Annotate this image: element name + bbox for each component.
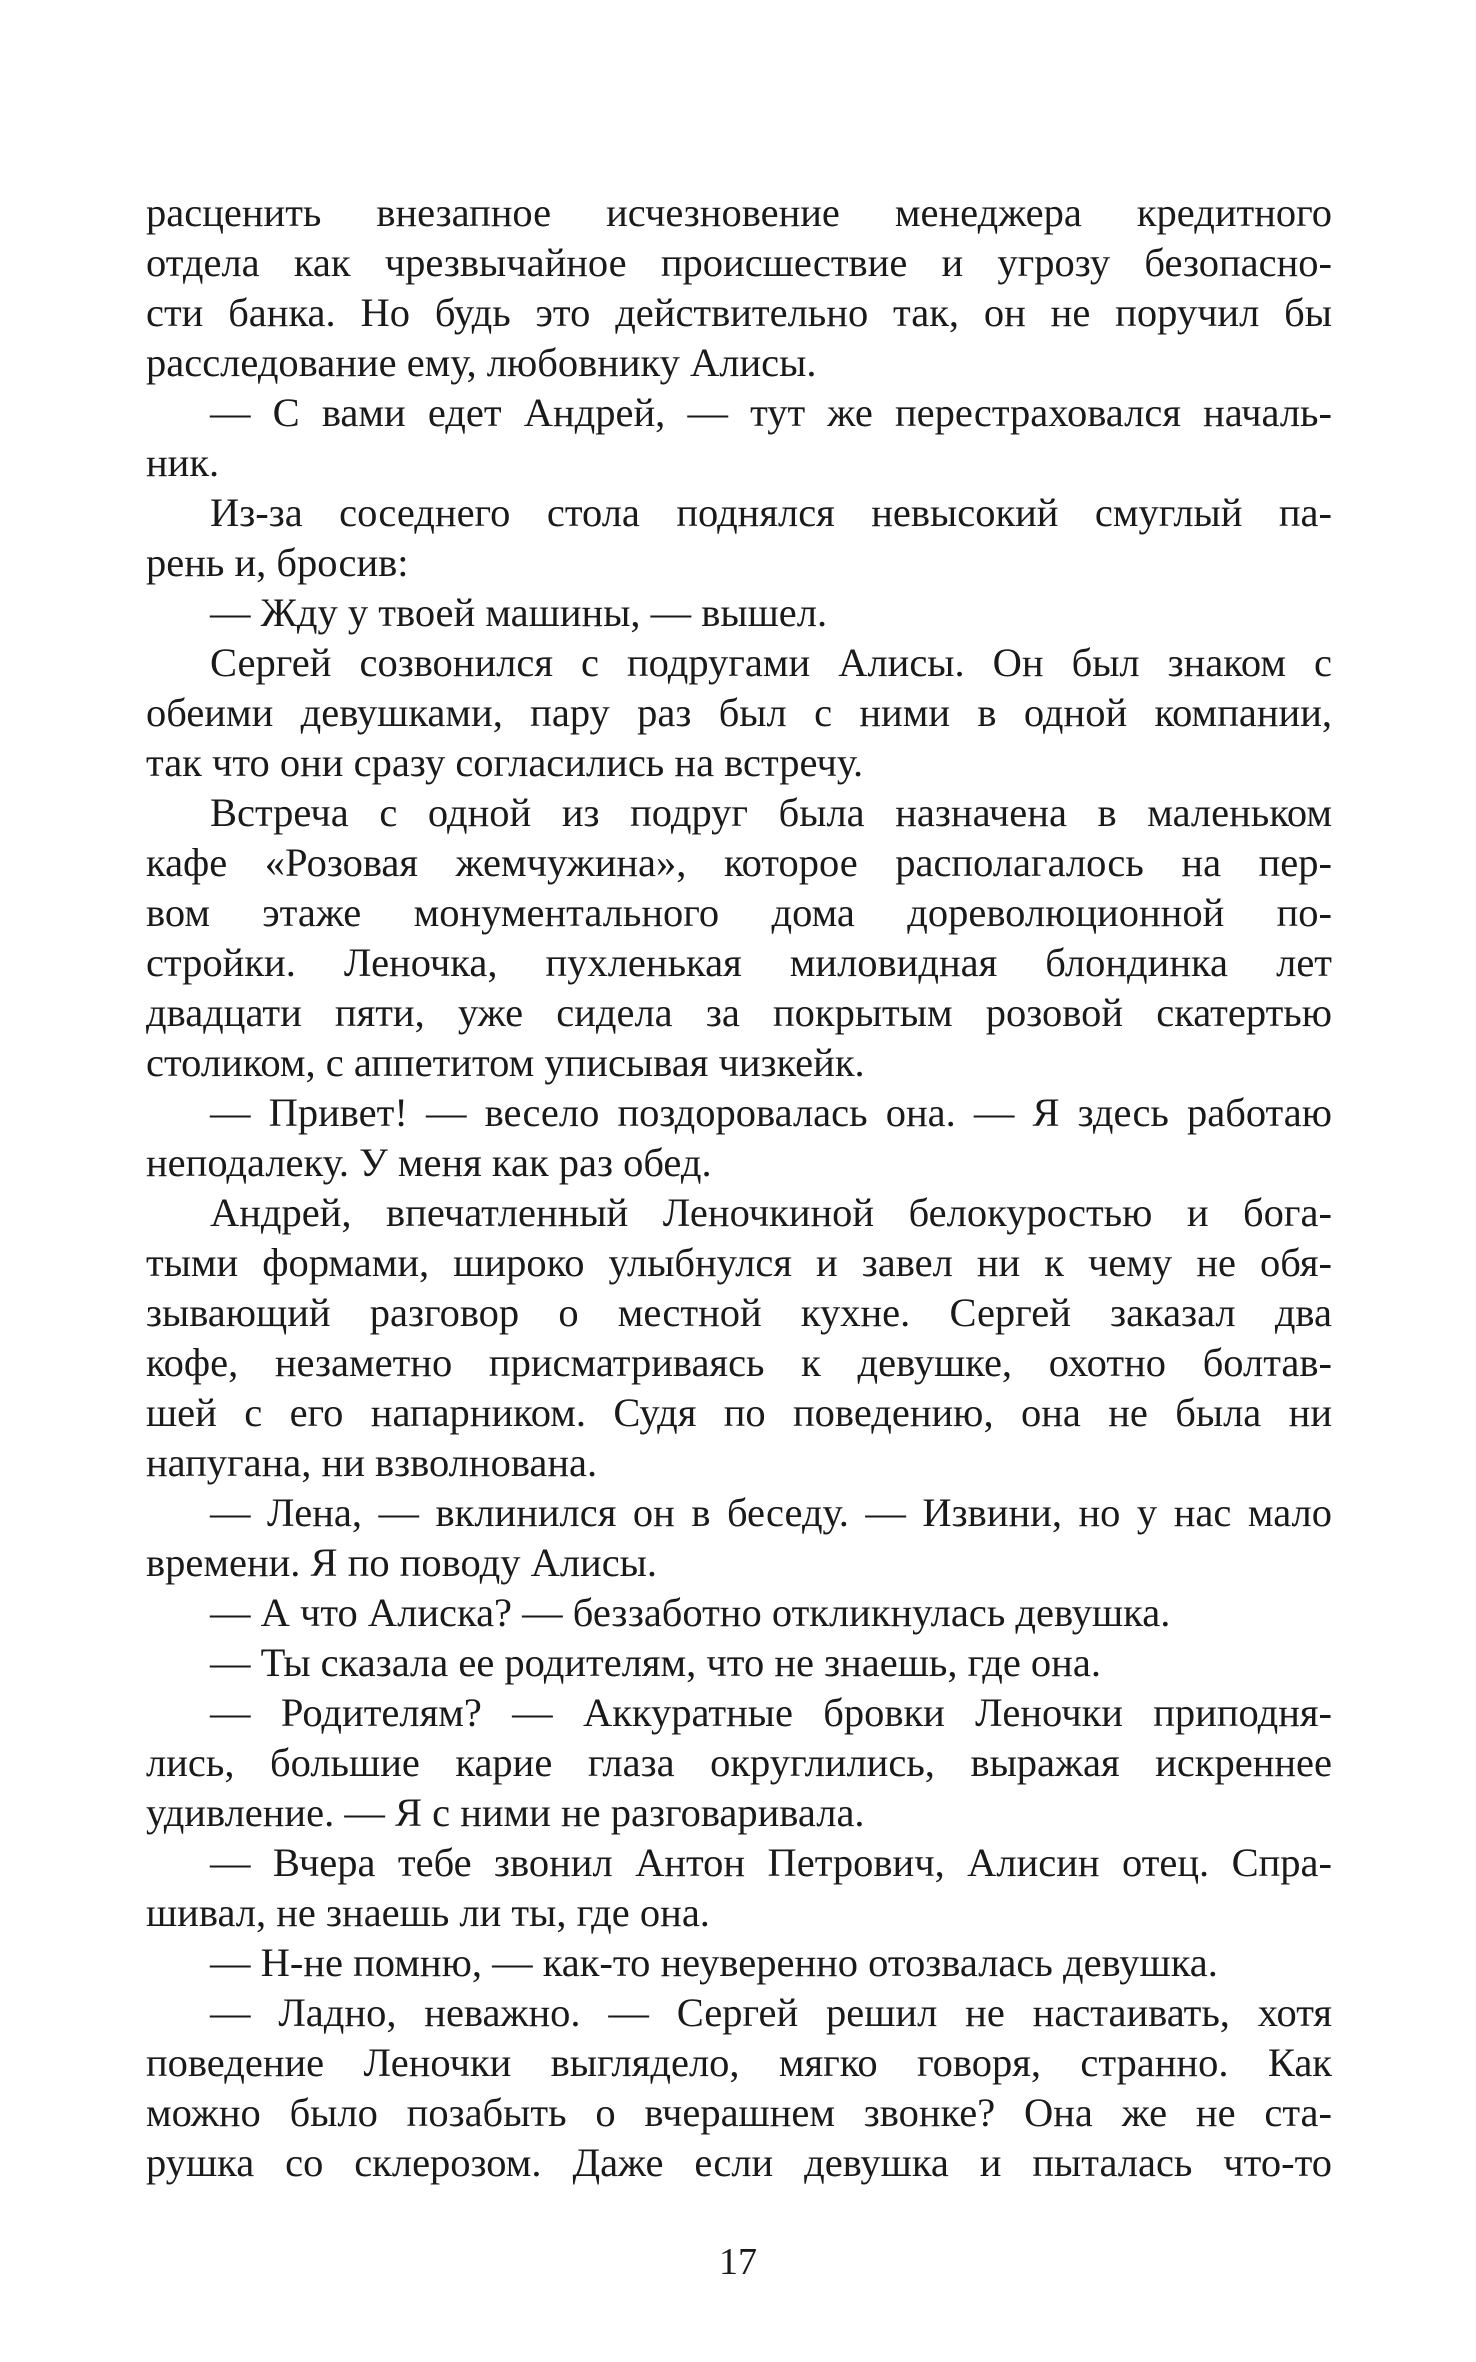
text-line: — Ладно, неважно. — Сергей решил не настаивать, хотя <box>210 1990 1332 2035</box>
text-line: Встреча с одной из подруг была назначена в маленьком <box>210 790 1332 835</box>
text-line: так что они сразу согласились на встречу. <box>146 740 864 785</box>
text-line: ник. <box>146 440 220 485</box>
text-line: — А что Алиска? — беззаботно откликнулась девушка. <box>210 1590 1171 1635</box>
text-line: времени. Я по поводу Алисы. <box>146 1540 658 1585</box>
text-line: Андрей, впечатленный Леночкиной белокуростью и бога- <box>210 1190 1332 1235</box>
text-line: столиком, с аппетитом уписывая чизкейк. <box>146 1040 865 1085</box>
text-line: отдела как чрезвычайное происшествие и угрозу безопасно- <box>146 240 1332 285</box>
text-line: — Вчера тебе звонил Антон Петрович, Алисин отец. Спра- <box>210 1840 1332 1885</box>
text-line: шей с его напарником. Судя по поведению, она не была ни <box>146 1390 1332 1435</box>
text-line: шивал, не знаешь ли ты, где она. <box>146 1890 710 1935</box>
text-line: — Н-не помню, — как-то неуверенно отозвалась девушка. <box>210 1940 1218 1985</box>
text-line: — Родителям? — Аккуратные бровки Леночки приподня- <box>210 1690 1332 1735</box>
text-line: Сергей созвонился с подругами Алисы. Он был знаком с <box>210 640 1332 685</box>
text-line: — С вами едет Андрей, — тут же перестраховался началь- <box>210 390 1332 435</box>
text-line: — Жду у твоей машины, — вышел. <box>210 590 828 635</box>
text-line: можно было позабыть о вчерашнем звонке? Она же не ста- <box>146 2090 1332 2135</box>
text-line: сти банка. Но будь это действительно так, он не поручил бы <box>146 290 1332 335</box>
text-line: рень и, бросив: <box>146 540 409 585</box>
text-line: кофе, незаметно присматриваясь к девушке, охотно болтав- <box>146 1340 1332 1385</box>
text-line: зывающий разговор о местной кухне. Сергей заказал два <box>146 1290 1332 1335</box>
text-line: лись, большие карие глаза округлились, выражая искреннее <box>146 1740 1332 1785</box>
text-line: обеими девушками, пару раз был с ними в одной компании, <box>146 690 1332 735</box>
text-line: тыми формами, широко улыбнулся и завел ни к чему не обя- <box>146 1240 1332 1285</box>
text-line: вом этаже монументального дома дореволюционной по- <box>146 890 1332 935</box>
text-line: Из-за соседнего стола поднялся невысокий смуглый па- <box>210 490 1332 535</box>
text-line: двадцати пяти, уже сидела за покрытым розовой скатертью <box>146 990 1332 1035</box>
text-line: — Привет! — весело поздоровалась она. — Я здесь работаю <box>210 1090 1332 1135</box>
page-text <box>146 188 1332 2188</box>
page-number: 17 <box>719 2241 757 2283</box>
text-line: расценить внезапное исчезновение менеджера кредитного <box>146 190 1332 235</box>
text-line: кафе «Розовая жемчужина», которое располагалось на пер- <box>146 840 1332 885</box>
text-line: неподалеку. У меня как раз обед. <box>146 1140 712 1185</box>
text-line: — Лена, — вклинился он в беседу. — Извини, но у нас мало <box>210 1490 1332 1535</box>
text-line: стройки. Леночка, пухленькая миловидная блондинка лет <box>146 940 1332 985</box>
text-line: напугана, ни взволнована. <box>146 1440 598 1485</box>
text-line: рушка со склерозом. Даже если девушка и пыталась что-то <box>146 2140 1332 2185</box>
text-line: поведение Леночки выглядело, мягко говоря, странно. Как <box>146 2040 1332 2085</box>
text-line: — Ты сказала ее родителям, что не знаешь, где она. <box>210 1640 1101 1685</box>
text-line: расследование ему, любовнику Алисы. <box>146 340 817 385</box>
text-line: удивление. — Я с ними не разговаривала. <box>146 1790 865 1835</box>
